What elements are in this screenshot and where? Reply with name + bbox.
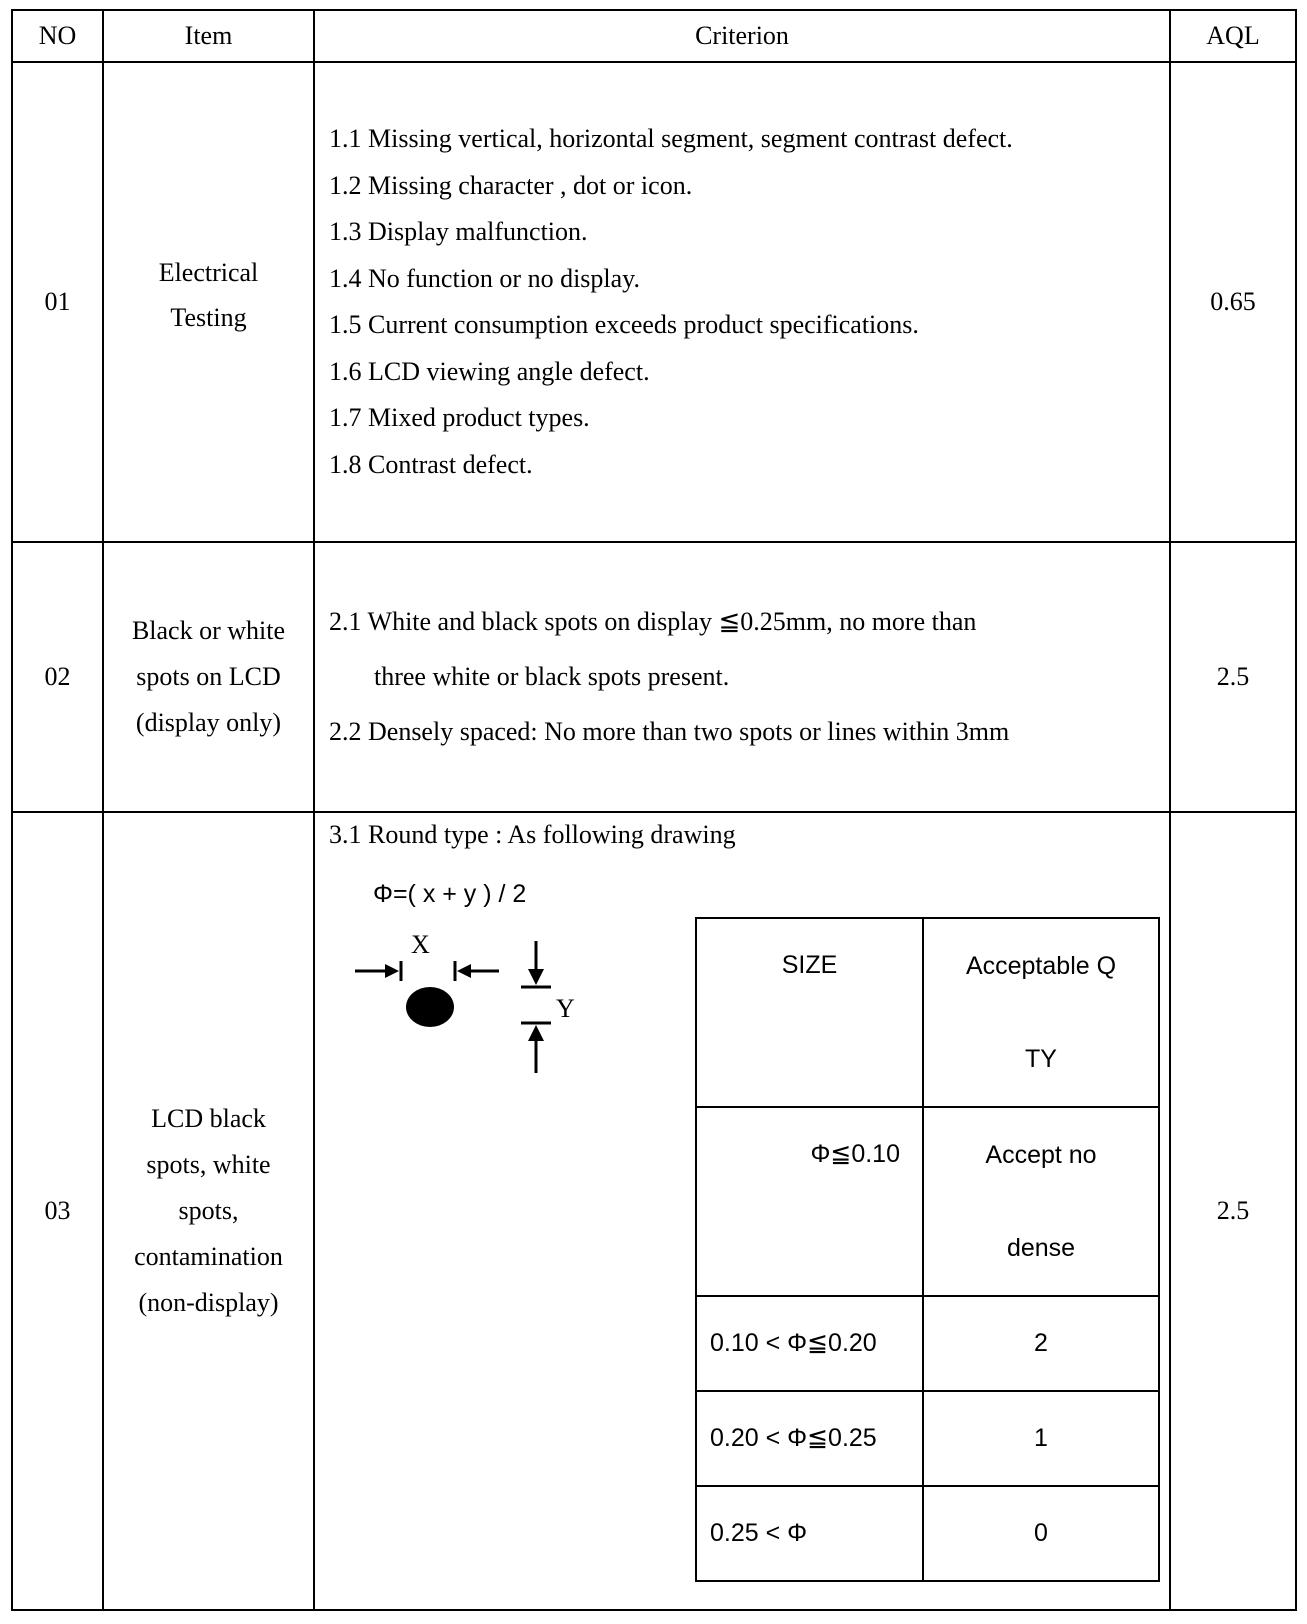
item-line: Black or white [131, 616, 286, 645]
criterion-line: 1.3 Display malfunction. [329, 217, 588, 246]
qty-header-line2: TY [1025, 1044, 1057, 1073]
item-line: spots on LCD [136, 662, 281, 691]
criterion-line: 1.7 Mixed product types. [329, 403, 590, 432]
size-table-row [696, 1486, 1159, 1581]
row-item [103, 812, 314, 1610]
size-table-row [696, 1391, 1159, 1486]
size-value: Φ≦0.10 [810, 1140, 900, 1168]
row-criterion [314, 62, 1170, 542]
size-cell [696, 1107, 923, 1296]
item-line: spots, [178, 1196, 239, 1225]
qty-cell [923, 1107, 1159, 1296]
inspection-criteria-table [11, 9, 1297, 1611]
table-header-row [12, 10, 1296, 62]
item-line: Electrical [158, 258, 259, 288]
size-table-row [696, 1296, 1159, 1391]
spot-measurement-drawing [351, 931, 591, 1091]
item-line: Testing [170, 302, 247, 332]
row-aql: 2.5 [1170, 812, 1296, 1610]
size-cell: 0.20 < Φ≦0.25 [696, 1391, 923, 1486]
criterion-line: 1.1 Missing vertical, horizontal segment, segment contrast defect. [329, 124, 1013, 153]
criterion-line: 1.2 Missing character , dot or icon. [329, 170, 693, 200]
qty-line1: Accept no [985, 1140, 1097, 1169]
qty-line2: dense [1006, 1233, 1076, 1262]
table-row [12, 62, 1296, 542]
criterion-line: three white or black spots present. [374, 662, 730, 691]
row-criterion [314, 542, 1170, 812]
qty-cell: 2 [923, 1296, 1159, 1391]
criterion-line: 2.2 Densely spaced: No more than two spots or lines within 3mm [329, 717, 1010, 746]
criterion-title: 3.1 Round type : As following drawing [329, 820, 736, 849]
row-aql: 0.65 [1170, 62, 1296, 542]
header-aql: AQL [1170, 10, 1296, 62]
qty-cell: 1 [923, 1391, 1159, 1486]
criterion-line: 1.6 LCD viewing angle defect. [329, 356, 650, 386]
y-label: Y [556, 994, 575, 1023]
qty-header [923, 918, 1159, 1107]
table-row [12, 542, 1296, 812]
criterion-line: 1.5 Current consumption exceeds product specifications. [329, 310, 919, 339]
size-cell: 0.10 < Φ≦0.20 [696, 1296, 923, 1391]
row-no: 01 [12, 62, 103, 542]
row-aql: 2.5 [1170, 542, 1296, 812]
criterion-line: 1.4 No function or no display. [329, 263, 640, 293]
item-line: (non-display) [138, 1288, 279, 1317]
size-header [696, 918, 923, 1107]
criterion-line: 2.1 White and black spots on display ≦0.25mm, no more than [329, 607, 977, 636]
header-no: NO [12, 10, 103, 62]
qty-cell: 0 [923, 1486, 1159, 1581]
size-cell: 0.25 < Φ [696, 1486, 923, 1581]
row-no: 03 [12, 812, 103, 1610]
size-acceptance-table [695, 917, 1160, 1582]
size-header-label: SIZE [781, 951, 838, 979]
x-label: X [411, 931, 430, 959]
size-table-header-row [696, 918, 1159, 1107]
qty-header-line1: Acceptable Q [965, 951, 1117, 980]
item-line: spots, white [146, 1150, 271, 1179]
diameter-formula: Φ=( x + y ) / 2 [373, 880, 527, 908]
item-line: (display only) [135, 708, 282, 737]
header-item: Item [103, 10, 314, 62]
table-row [12, 812, 1296, 1610]
row-criterion [314, 812, 1170, 1610]
header-criterion: Criterion [314, 10, 1170, 62]
row-no: 02 [12, 542, 103, 812]
row-item [103, 542, 314, 812]
item-line: contamination [134, 1242, 283, 1271]
item-line: LCD black [151, 1104, 266, 1133]
criterion-line: 1.8 Contrast defect. [329, 449, 533, 479]
size-table-row [696, 1107, 1159, 1296]
row-item [103, 62, 314, 542]
